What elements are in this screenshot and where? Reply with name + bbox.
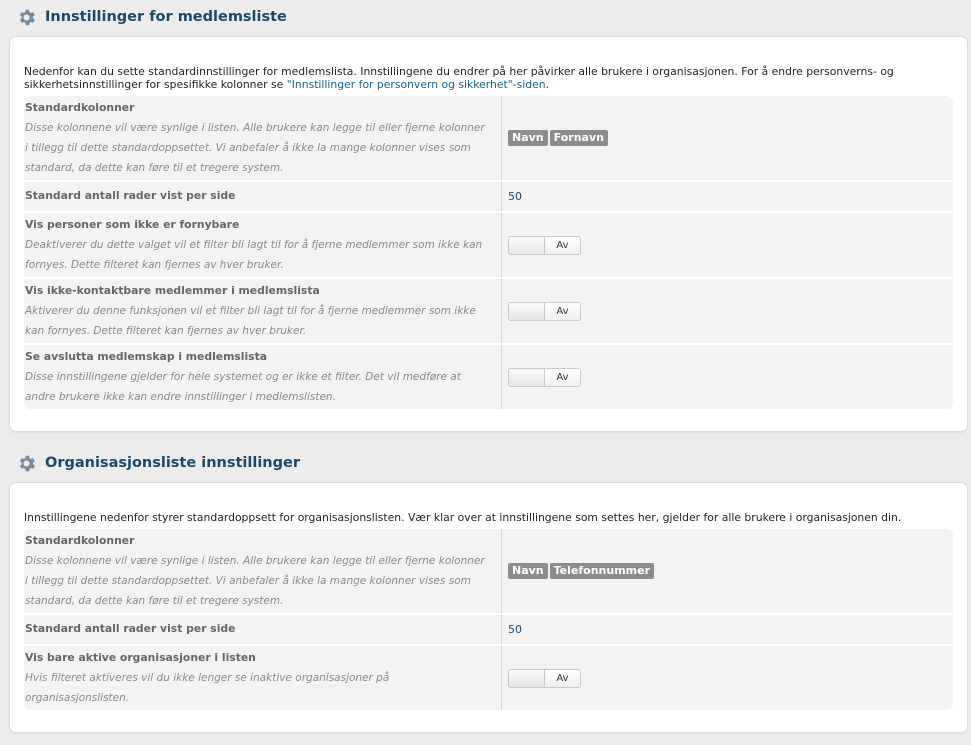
- setting-label: Standard antall rader vist per side: [25, 622, 236, 635]
- member-settings-header: [0, 1, 971, 33]
- gear-icon: [16, 453, 37, 474]
- toggle-state: Av: [545, 237, 580, 254]
- rows-per-page-value[interactable]: 50: [508, 190, 522, 203]
- column-tag[interactable]: Telefonnummer: [550, 563, 654, 579]
- setting-label: Standardkolonner: [25, 534, 135, 547]
- non-renewable-toggle[interactable]: [508, 236, 581, 255]
- setting-row-non-renewable: [24, 211, 953, 277]
- setting-row-default-columns: [24, 529, 953, 613]
- column-tag[interactable]: Navn: [508, 130, 548, 146]
- section-title: Innstillinger for medlemsliste: [45, 9, 287, 25]
- toggle-knob: [509, 237, 545, 254]
- setting-row-rows-per-page: [24, 613, 953, 644]
- settings-table: [24, 529, 953, 710]
- setting-label: Se avslutta medlemskap i medlemslista: [25, 350, 268, 363]
- column-tag[interactable]: Navn: [508, 563, 548, 579]
- setting-description: Hvis filteret aktiveres vil du ikke lenger se inaktive organisasjoner på organisasjonslisten.: [25, 672, 390, 704]
- setting-row-active-only: [24, 644, 953, 710]
- default-columns-value: [502, 96, 953, 180]
- setting-label: Standard antall rader vist per side: [25, 189, 236, 202]
- setting-description: Disse kolonnene vil være synlige i listen. Alle brukere kan legge til eller fjerne kolonner i tillegg til dette standardoppsettet. Vi anbefaler å ikke la mange kolonner vises som standard, da dette kan føre til et tregere system.: [25, 122, 485, 174]
- setting-description: Disse kolonnene vil være synlige i listen. Alle brukere kan legge til eller fjerne kolonner i tillegg til dette standardoppsettet. Vi anbefaler å ikke la mange kolonner vises som standard, da dette kan føre til et tregere system.: [25, 555, 485, 607]
- toggle-state: Av: [545, 303, 580, 320]
- toggle-state: Av: [545, 369, 580, 386]
- section-title: Organisasjonsliste innstillinger: [45, 455, 300, 471]
- settings-table: [24, 96, 953, 409]
- setting-row-ended-memberships: [24, 343, 953, 409]
- intro-text: Nedenfor kan du sette standardinnstillinger for medlemslista. Innstillingene du endrer på her påvirker alle brukere i organisasjonen. For å endre personverns- og sikkerhetsinnstillinger for spesifikke kolonner se "Innstillinger for personvern og sikkerhet"-siden.: [24, 65, 894, 91]
- setting-row-rows-per-page: [24, 180, 953, 211]
- ended-memberships-toggle[interactable]: [508, 368, 581, 387]
- setting-label: Vis personer som ikke er fornybare: [25, 218, 240, 231]
- privacy-settings-link[interactable]: "Innstillinger for personvern og sikkerhet"-siden: [286, 78, 546, 91]
- non-contactable-toggle[interactable]: [508, 302, 581, 321]
- setting-description: Deaktiverer du dette valget vil et filter bli lagt til for å fjerne medlemmer som ikke kan fornyes. Dette filteret kan fjernes av hver bruker.: [25, 239, 483, 271]
- toggle-knob: [509, 670, 545, 687]
- intro-text: Innstillingene nedenfor styrer standardoppsett for organisasjonslisten. Vær klar over at innstillingene som settes her, gjelder for alle brukere i organisasjonen din.: [24, 511, 902, 524]
- setting-label: Vis ikke-kontaktbare medlemmer i medlemslista: [25, 284, 320, 297]
- rows-per-page-value[interactable]: 50: [508, 623, 522, 636]
- toggle-knob: [509, 369, 545, 386]
- member-settings-panel: [9, 36, 968, 432]
- gear-icon: [16, 7, 37, 28]
- active-only-toggle[interactable]: [508, 669, 581, 688]
- default-columns-value: [502, 529, 953, 613]
- column-tag[interactable]: Fornavn: [550, 130, 608, 146]
- setting-label: Vis bare aktive organisasjoner i listen: [25, 651, 256, 664]
- org-settings-header: [0, 447, 971, 479]
- setting-description: Aktiverer du denne funksjonen vil et filter bli lagt til for å fjerne medlemmer som ikke kan fornyes. Dette filteret kan fjernes av hver bruker.: [25, 305, 476, 337]
- org-settings-panel: [9, 482, 968, 733]
- toggle-state: Av: [545, 670, 580, 687]
- setting-description: Disse innstillingene gjelder for hele systemet og er ikke et filter. Det vil medføre at andre brukere ikke kan endre innstillinger i medlemslisten.: [25, 371, 461, 403]
- setting-row-non-contactable: [24, 277, 953, 343]
- setting-label: Standardkolonner: [25, 101, 135, 114]
- setting-row-default-columns: [24, 96, 953, 180]
- toggle-knob: [509, 303, 545, 320]
